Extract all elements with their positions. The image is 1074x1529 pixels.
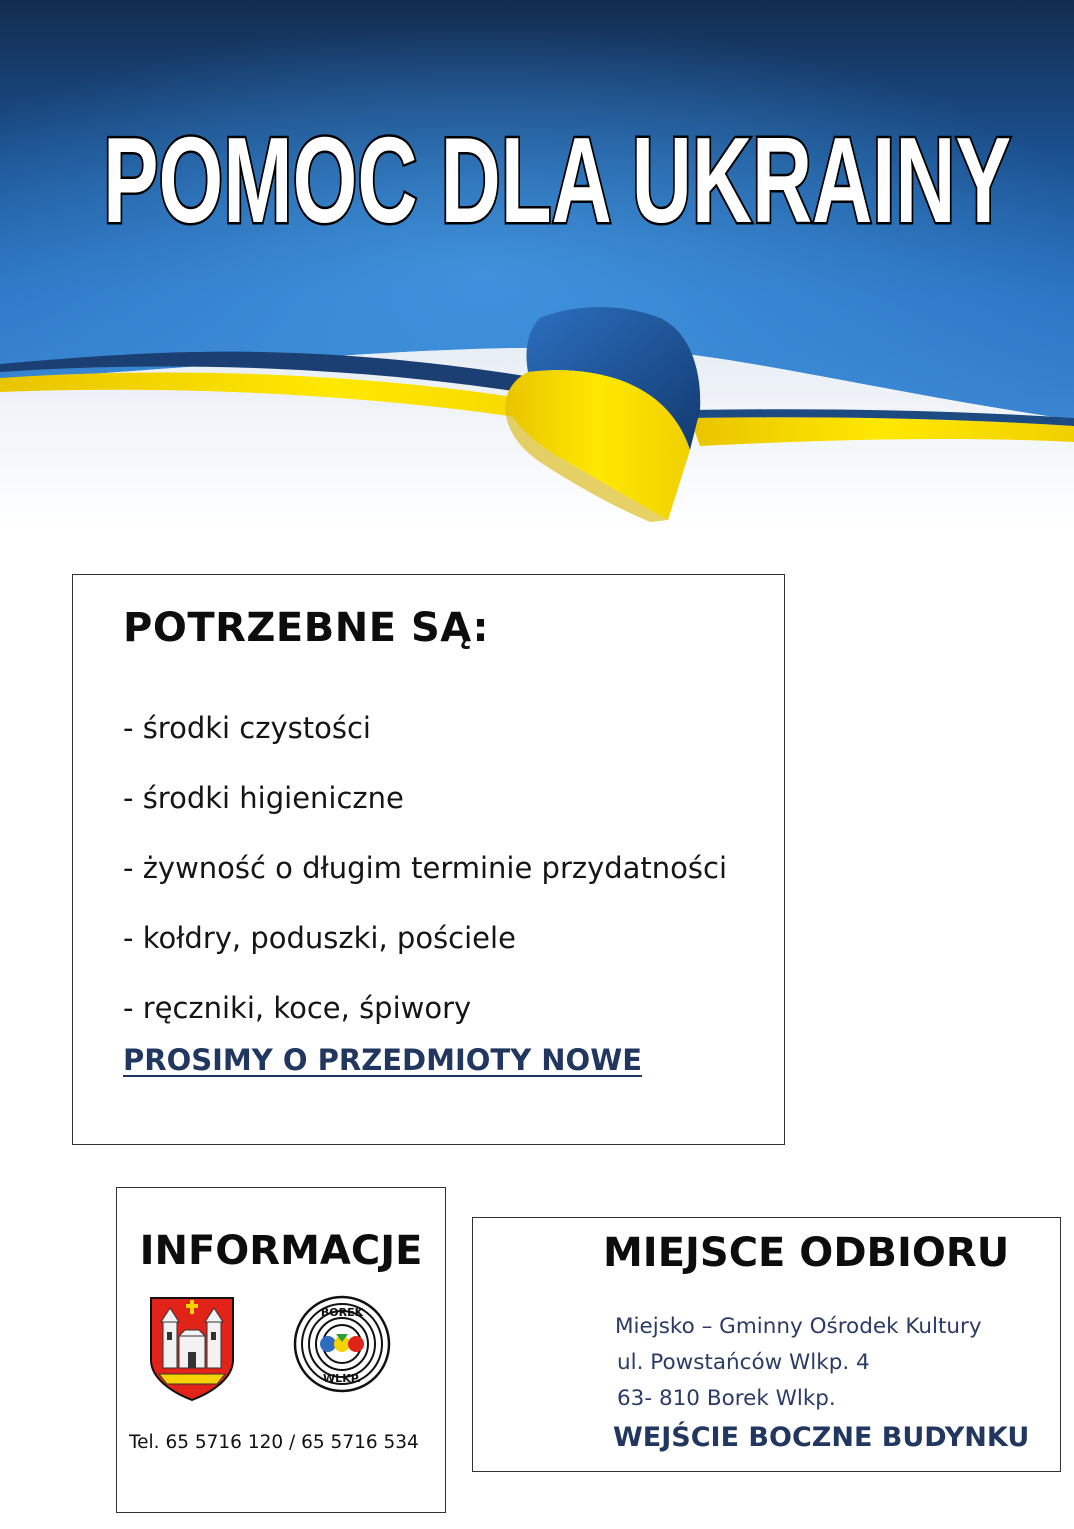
pickup-address-line: 63- 810 Borek Wlkp. [617,1386,836,1411]
gok-logo-label-top: BOREK [320,1306,364,1319]
info-heading: INFORMACJE [139,1228,423,1274]
pickup-box [472,1217,1061,1472]
ukraine-ribbon-background [0,0,1074,530]
needs-heading: POTRZEBNE SĄ: [123,605,489,651]
main-title-label: POMOC DLA UKRAINY [103,112,1011,242]
main-title-text [0,92,1074,242]
list-item: - kołdry, poduszki, pościele [123,903,727,973]
needs-box [72,574,785,1145]
pickup-heading: MIEJSCE ODBIORU [603,1230,1010,1276]
pickup-address-line: Miejsko – Gminny Ośrodek Kultury [615,1314,982,1339]
needs-list [123,693,727,1043]
info-box [116,1187,446,1513]
gok-logo-label-bottom: WLKP. [323,1372,361,1385]
banner [0,0,1074,530]
pickup-address-line: ul. Powstańców Wlkp. 4 [617,1350,870,1375]
coat-of-arms-icon [149,1296,235,1402]
main-title [0,92,1074,250]
list-item: - środki czystości [123,693,727,763]
new-items-note: PROSIMY O PRZEDMIOTY NOWE [123,1043,643,1077]
list-item: - żywność o długim terminie przydatności [123,833,727,903]
list-item: - ręczniki, koce, śpiwory [123,973,727,1043]
info-phone: Tel. 65 5716 120 / 65 5716 534 [129,1432,419,1453]
gok-logo-icon [292,1294,392,1394]
list-item: - środki higieniczne [123,763,727,833]
pickup-entrance: WEJŚCIE BOCZNE BUDYNKU [613,1422,1030,1453]
